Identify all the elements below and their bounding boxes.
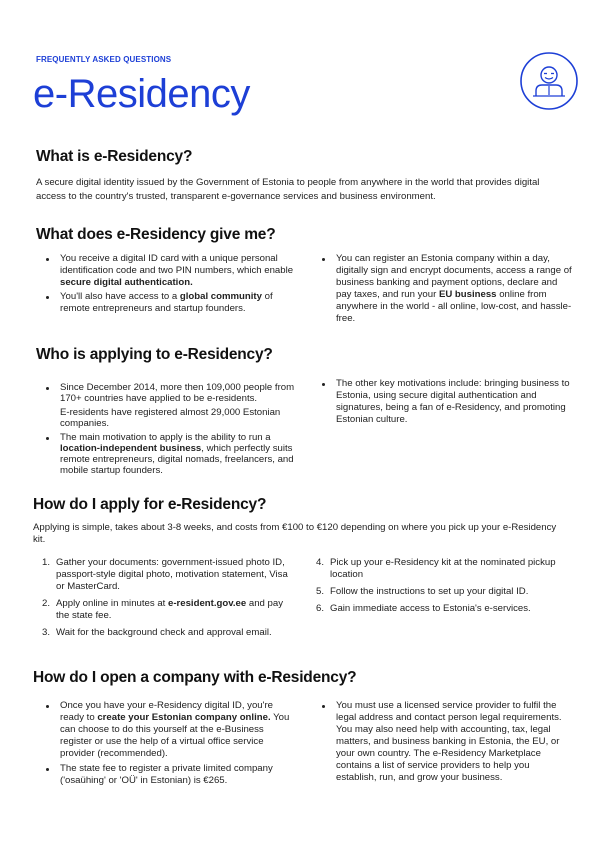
list-text: The other key motivations include: bringing business to Estonia, using secure digital authentication and signatures, being a fan of e-Residency, and promoting Estonian culture. [336,378,570,425]
list-text: The state fee to register a private limited company ('osaühing' or 'OÜ' in Estonian) is €265. [60,763,273,786]
eyebrow-label: FREQUENTLY ASKED QUESTIONS [36,55,172,64]
step-number: 1. [42,557,51,568]
step-item [36,557,288,593]
step-item [36,598,288,622]
list-text: Once you have your e-Residency digital ID, you're ready to [60,700,274,723]
step-number: 4. [316,557,325,568]
company-left-list [38,700,296,787]
website-link[interactable]: e-resident.gov.ee [168,598,247,609]
e-resident-person-icon [519,51,579,111]
list-text: You receive a digital ID card with a unique personal identification code and two PIN numbers, which enable [60,253,294,276]
list-item [38,763,296,787]
list-text: , which perfectly suits remote entrepreneurs, digital nomads, freelancers, and mobile startup founders. [60,443,294,476]
how-apply-intro: Applying is simple, takes about 3-8 weeks, and costs from €100 to €120 depending on where you pick up your e-Residency kit. [33,522,557,545]
heading-how-apply: How do I apply for e-Residency? [33,496,267,513]
list-item [38,432,296,476]
step-text: Wait for the background check and approval email. [56,627,272,638]
step-text: Pick up your e-Residency kit at the nominated pickup location [330,557,556,580]
list-item [38,291,296,315]
step-number: 3. [42,627,51,638]
page-title: e-Residency [33,72,250,116]
step-number: 5. [316,586,325,597]
list-text: online from anywhere in the world - all online, low-cost, and hassle-free. [336,289,572,324]
heading-open-company: How do I open a company with e-Residency? [33,669,357,686]
apply-steps-right [310,557,560,615]
list-item [314,253,572,325]
list-item [38,382,296,429]
list-text: You'll also have access to a [60,291,180,302]
list-item [38,253,296,289]
apply-steps-left [36,557,288,639]
step-text: Gather your documents: government-issued photo ID, passport-style digital photo, motivation statement, Visa or MasterCard. [56,557,288,592]
step-number: 2. [42,598,51,609]
list-emphasis: EU business [438,289,497,300]
heading-what-is: What is e-Residency? [36,148,193,165]
list-item [314,700,564,784]
step-text: Apply online in minutes at [56,598,168,609]
who-right-list [314,378,572,426]
list-text: Since December 2014, more then 109,000 people from 170+ countries have applied to be e-residents. [60,382,295,404]
what-does-right-list [314,253,572,325]
what-is-body: A secure digital identity issued by the Government of Estonia to people from anywhere in the world that provides digital access to the country's trusted, transparent e-governance services and business environment. [36,177,540,202]
step-text: and pay the state fee. [56,598,284,621]
step-text: Gain immediate access to Estonia's e-services. [330,603,531,614]
list-emphasis: location-independent business [60,443,202,454]
what-does-left-list [38,253,296,315]
list-emphasis: global community [179,291,262,302]
list-subtext: E-residents have registered almost 29,000 Estonian companies. [60,407,281,429]
who-left-list [38,382,296,476]
list-emphasis: create your Estonian company online. [97,712,271,723]
step-number: 6. [316,603,325,614]
step-item [36,627,288,639]
step-item [310,586,560,598]
step-item [310,557,560,581]
list-text: You must use a licensed service provider to fulfil the legal address and contact person legal requirements. You may also need help with accounting, tax, legal matters, and business banking in Estonia, the EU, or your own country. The e-Residency Marketplace contains a list of service providers to help you establish, run, and grow your business. [336,700,562,783]
list-text: You can choose to do this yourself at the e-Business register or use the help of a virtual office service provider (recommended). [60,712,290,759]
list-item [38,700,296,760]
list-item [314,378,572,426]
list-text: of remote entrepreneurs and startup founders. [60,291,273,314]
step-item [310,603,560,615]
heading-who-is-applying: Who is applying to e-Residency? [36,346,273,363]
list-text: You can register an Estonia company within a day, digitally sign and encrypt documents, access a range of business banking and payment options, declare and pay taxes, and run your [336,253,572,300]
list-emphasis: secure digital authentication. [60,277,193,288]
company-right-list [314,700,564,784]
list-text: The main motivation to apply is the ability to run a [60,432,271,443]
step-text: Follow the instructions to set up your digital ID. [330,586,529,597]
heading-what-does: What does e-Residency give me? [36,226,276,243]
